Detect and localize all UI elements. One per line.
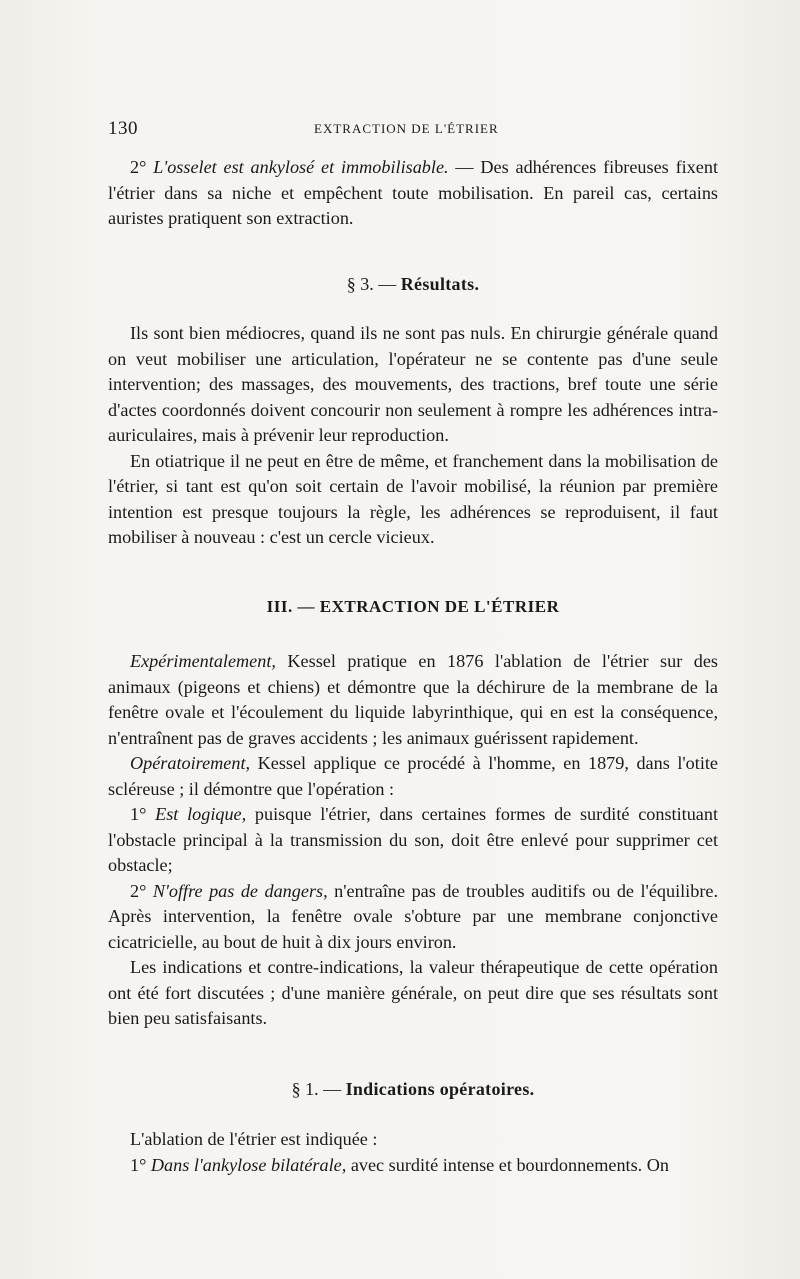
paragraph-results: Ils sont bien médiocres, quand ils ne sont pas nuls. En chirurgie générale quand on veut mobiliser une articulation, l'opérateur ne se contente pas d'une seule intervention; des massages, des mouvements, des tractions, bref toute une série d'actes coordonnés doivent concourir non seulement à rompre les adhérences intra-auriculaires, mais à prévenir leur reproduction. <box>108 323 718 445</box>
section-title: Indications opératoires. <box>345 1079 535 1099</box>
italic-lead: Dans l'ankylose bilatérale, <box>150 1154 347 1175</box>
indications-body <box>108 1127 718 1178</box>
paragraph-experimental: Kessel pratique en 1876 l'ablation de l'étrier sur des animaux (pigeons et chiens) et démontre que la déchirure de la membrane de la fenêtre ovale et l'écoulement du liquide labyrinthique, qui en est la conséquence, n'entraînent pas de graves accidents ; les animaux guérissent rapidement. <box>108 651 718 748</box>
paragraph-ablation-indicated: L'ablation de l'étrier est indiquée : <box>130 1129 378 1149</box>
section-heading-indications <box>108 1079 718 1100</box>
chapter-heading: III. — EXTRACTION DE L'ÉTRIER <box>266 597 560 616</box>
paragraph-operative: Kessel applique ce procédé à l'homme, en 1879, dans l'otite scléreuse ; il démontre que l'opération : <box>108 753 718 799</box>
paragraph-text: — Des adhérences fibreuses fixent l'étrier dans sa niche et empêchent toute mobilisation. En pareil cas, certains auristes pratiquent son extraction. <box>108 157 718 228</box>
section-heading-results <box>108 274 718 295</box>
italic-lead: N'offre pas de dangers, <box>152 880 328 901</box>
page-number: 130 <box>108 118 138 139</box>
item-number: 2° <box>130 157 147 177</box>
paragraph-otiatrics: En otiatrique il ne peut en être de même, et franchement dans la mobilisation de l'étrier, si tant est qu'on soit certain de l'avoir mobilisé, la réunion par première intention est presque toujours la règle, les adhérences se reproduisent, il faut mobiliser à nouveau : c'est un cercle vicieux. <box>108 450 718 547</box>
paragraph-logical: puisque l'étrier, dans certaines formes de surdité constituant l'obstacle principal à la transmission du son, doit être enlevé pour supprimer cet obstacle; <box>108 804 719 875</box>
italic-lead: Opératoirement, <box>130 753 251 773</box>
paragraph-bilateral: avec surdité intense et bourdonnements. On <box>346 1154 670 1175</box>
item-number: 1° <box>130 1154 147 1175</box>
italic-lead: L'osselet est ankylosé et immobilisable. <box>153 157 449 177</box>
paragraph-indications-discussed: Les indications et contre-indications, la valeur thérapeutique de cette opération ont été fort discutées ; d'une manière générale, on peut dire que ses résultats sont bien peu satisfaisants. <box>108 957 718 1028</box>
results-body <box>108 321 718 551</box>
section-prefix: § 1. — <box>291 1079 346 1099</box>
item-number: 1° <box>130 804 147 824</box>
paragraph-no-danger: n'entraîne pas de troubles auditifs ou de l'équilibre. Après intervention, la fenêtre ovale s'obture par une membrane conjonctive cicatricielle, au bout de huit à dix jours environ. <box>108 880 719 952</box>
item-number: 2° <box>130 880 147 901</box>
page-header <box>108 118 718 138</box>
italic-lead: Est logique, <box>155 804 247 824</box>
paragraph-ankylosed-ossicle <box>108 155 718 232</box>
extraction-body <box>108 649 718 1032</box>
section-title: Résultats. <box>400 274 480 294</box>
section-prefix: § 3. — <box>346 274 401 294</box>
italic-lead: Expérimentalement, <box>130 651 276 671</box>
running-title: EXTRACTION DE L'ÉTRIER <box>314 121 499 136</box>
